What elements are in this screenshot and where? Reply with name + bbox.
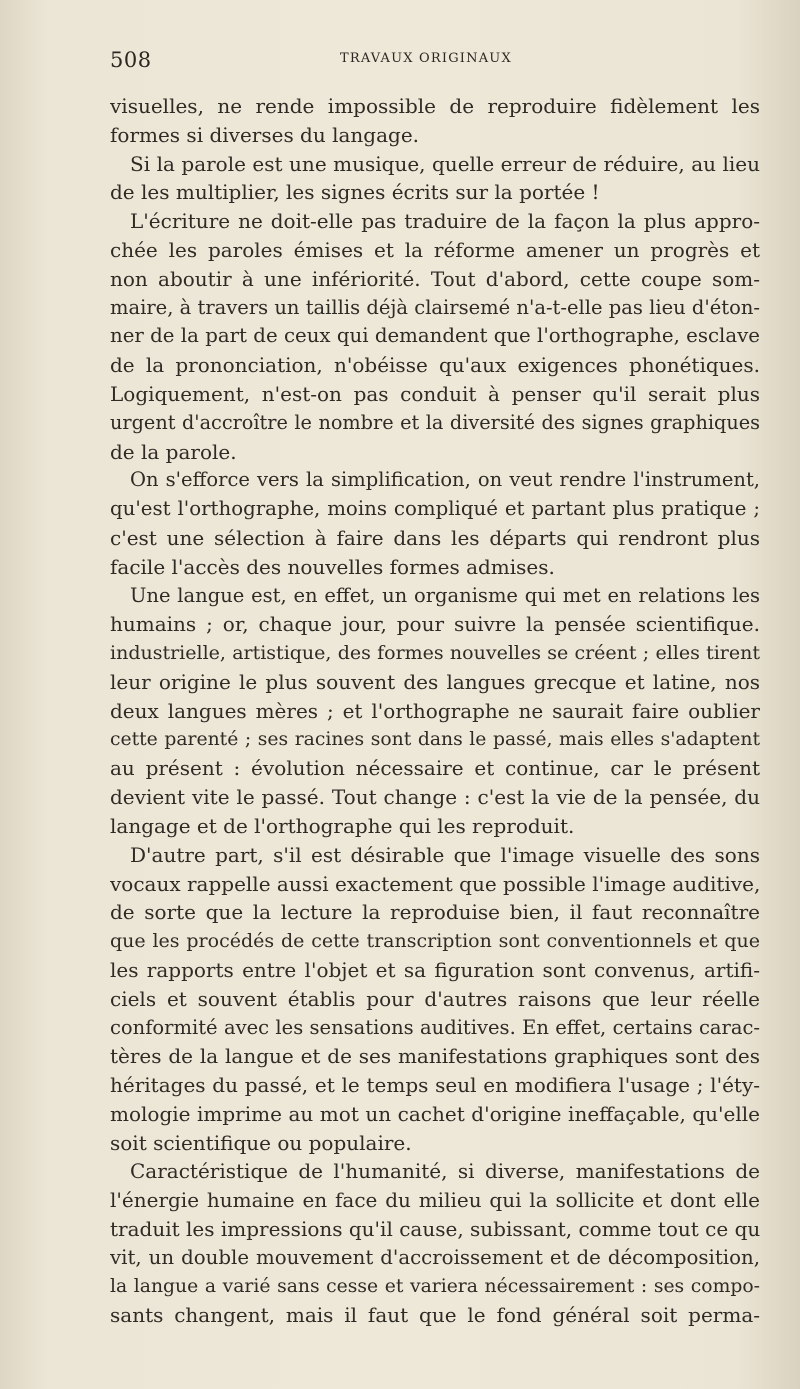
text-line: devient vite le passé. Tout change : c'est la vie de la pensée, du — [110, 785, 760, 810]
text-line: D'autre part, s'il est désirable que l'image visuelle des sons — [130, 842, 760, 867]
text-line: de les multiplier, les signes écrits sur la portée ! — [110, 180, 600, 205]
text-line: qu'est l'orthographe, moins compliqué et partant plus pratique ; — [110, 497, 760, 521]
text-line: soit scientifique ou populaire. — [110, 1130, 412, 1155]
text-line: Une langue est, en effet, un organisme qui met en relations les — [130, 583, 760, 607]
text-line: maire, à travers un taillis déjà clairsemé n'a-t-elle pas lieu d'éton- — [110, 295, 760, 319]
text-line: les rapports entre l'objet et sa figuration sont convenus, artifi- — [110, 957, 760, 982]
text-line: Caractéristique de l'humanité, si diverse, manifestations de — [130, 1159, 760, 1184]
text-line: au présent : évolution nécessaire et continue, car le présent — [110, 756, 760, 781]
text-line: Si la parole est une musique, quelle erreur de réduire, au lieu — [130, 151, 760, 176]
text-line: traduit les impressions qu'il cause, subissant, comme tout ce qu — [110, 1217, 760, 1242]
text-line: de sorte que la lecture la reproduise bien, il faut reconnaître — [110, 900, 760, 925]
text-line: vocaux rappelle aussi exactement que possible l'image auditive, — [110, 871, 760, 896]
text-line: sants changent, mais il faut que le fond général soit perma- — [110, 1303, 760, 1328]
page-number: 508 — [110, 48, 152, 72]
text-line: urgent d'accroître le nombre et la diversité des signes graphiques — [110, 410, 760, 434]
text-line: mologie imprime au mot un cachet d'origine ineffaçable, qu'elle — [110, 1101, 760, 1126]
text-line: la langue a varié sans cesse et variera nécessairement : ses compo- — [110, 1275, 760, 1297]
text-line: de la prononciation, n'obéisse qu'aux exigences phonétiques. — [110, 353, 760, 378]
body-text — [110, 92, 760, 1330]
text-line: leur origine le plus souvent des langues grecque et latine, nos — [110, 669, 760, 694]
text-line: facile l'accès des nouvelles formes admises. — [110, 554, 555, 579]
text-line: de la parole. — [110, 439, 237, 464]
text-line: chée les paroles émises et la réforme amener un progrès et — [110, 237, 760, 262]
text-line: non aboutir à une infériorité. Tout d'abord, cette coupe som- — [110, 266, 760, 291]
text-line: c'est une sélection à faire dans les départs qui rendront plus — [110, 525, 760, 550]
text-line: ner de la part de ceux qui demandent que l'orthographe, esclave — [110, 324, 760, 348]
text-line: visuelles, ne rende impossible de reproduire fidèlement les — [110, 94, 760, 118]
text-line: humains ; or, chaque jour, pour suivre la pensée scientifique. — [110, 612, 760, 637]
text-line: que les procédés de cette transcription sont conventionnels et que — [110, 930, 760, 953]
text-line: deux langues mères ; et l'orthographe ne saurait faire oublier — [110, 698, 760, 723]
text-line: formes si diverses du langage. — [110, 122, 420, 147]
text-line: langage et de l'orthographe qui les reproduit. — [110, 813, 575, 838]
text-line: tères de la langue et de ses manifestations graphiques sont des — [110, 1044, 760, 1069]
text-line: cette parenté ; ses racines sont dans le passé, mais elles s'adaptent — [110, 728, 760, 750]
text-line: On s'efforce vers la simplification, on veut rendre l'instrument, — [130, 468, 760, 492]
text-line: vit, un double mouvement d'accroissement et de décomposition, — [110, 1245, 760, 1269]
text-line: l'énergie humaine en face du milieu qui la sollicite et dont elle — [110, 1188, 760, 1213]
page-header — [110, 48, 760, 72]
text-line: L'écriture ne doit-elle pas traduire de la façon la plus appro- — [130, 209, 760, 234]
running-head: TRAVAUX ORIGINAUX — [340, 51, 512, 66]
text-line: Logiquement, n'est-on pas conduit à penser qu'il serait plus — [110, 381, 760, 406]
text-line: héritages du passé, et le temps seul en modifiera l'usage ; l'éty- — [110, 1073, 760, 1098]
text-line: ciels et souvent établis pour d'autres raisons que leur réelle — [110, 986, 760, 1011]
text-line: conformité avec les sensations auditives. En effet, certains carac- — [110, 1015, 760, 1039]
text-line: industrielle, artistique, des formes nouvelles se créent ; elles tirent — [110, 642, 760, 665]
